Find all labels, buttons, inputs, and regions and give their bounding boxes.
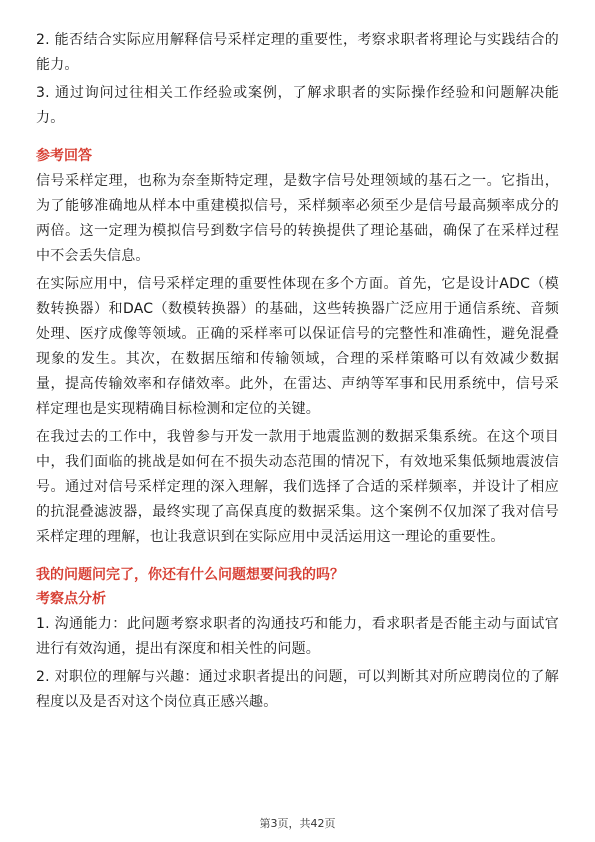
- analysis-section: [36, 588, 559, 715]
- reference-answer-section: [36, 145, 559, 550]
- question-title: 我的问题问完了，你还有什么问题想要问我的吗？: [36, 567, 344, 583]
- assessment-point-2: 2. 能否结合实际应用解释信号采样定理的重要性，考察求职者将理论与实践结合的能力。: [36, 32, 559, 73]
- answer-paragraph: 在我过去的工作中，我曾参与开发一款用于地震监测的数据采集系统。在这个项目中，我们面临的挑战是如何在不损失动态范围的情况下，有效地采集低频地震波信号。通过对信号采样定理的深入理解，我们选择了合适的采样频率，并设计了相应的抗混叠滤波器，最终实现了高保真度的数据采集。这个案例不仅加深了我对信号采样定理的理解，也让我意识到在实际应用中灵活运用这一理论的重要性。: [36, 429, 559, 545]
- reference-answer-heading: 参考回答: [36, 148, 92, 164]
- analysis-point-2: 2. 对职位的理解与兴趣：通过求职者提出的问题，可以判断其对所应聘岗位的了解程度以及是否对这个岗位真正感兴趣。: [36, 669, 559, 710]
- answer-paragraph: 在实际应用中，信号采样定理的重要性体现在多个方面。首先，它是设计ADC（模数转换器）和DAC（数模转换器）的基础，这些转换器广泛应用于通信系统、音频处理、医疗成像等领域。正确的采样率可以保证信号的完整性和准确性，避免混叠现象的发生。其次，在数据压缩和传输领域，合理的采样策略可以有效减少数据量，提高传输效率和存储效率。此外，在雷达、声纳等军事和民用系统中，信号采样定理也是实现精确目标检测和定位的关键。: [36, 276, 559, 417]
- page-number-footer: 第3页，共42页: [259, 817, 336, 830]
- assessment-point-3: 3. 通过询问过往相关工作经验或案例，了解求职者的实际操作经验和问题解决能力。: [36, 85, 559, 126]
- answer-paragraph: 信号采样定理，也称为奈奎斯特定理，是数字信号处理领域的基石之一。它指出，为了能够准确地从样本中重建模拟信号，采样频率必须至少是信号最高频率成分的两倍。这一定理为模拟信号到数字信号的转换提供了理论基础，确保了在采样过程中不会丢失信息。: [36, 173, 559, 264]
- analysis-heading: 考察点分析: [36, 591, 106, 607]
- assessment-points-continued: [36, 28, 559, 131]
- analysis-point-1: 1. 沟通能力：此问题考察求职者的沟通技巧和能力，看求职者是否能主动与面试官进行有效沟通，提出有深度和相关性的问题。: [36, 616, 559, 657]
- page-content: [36, 28, 559, 729]
